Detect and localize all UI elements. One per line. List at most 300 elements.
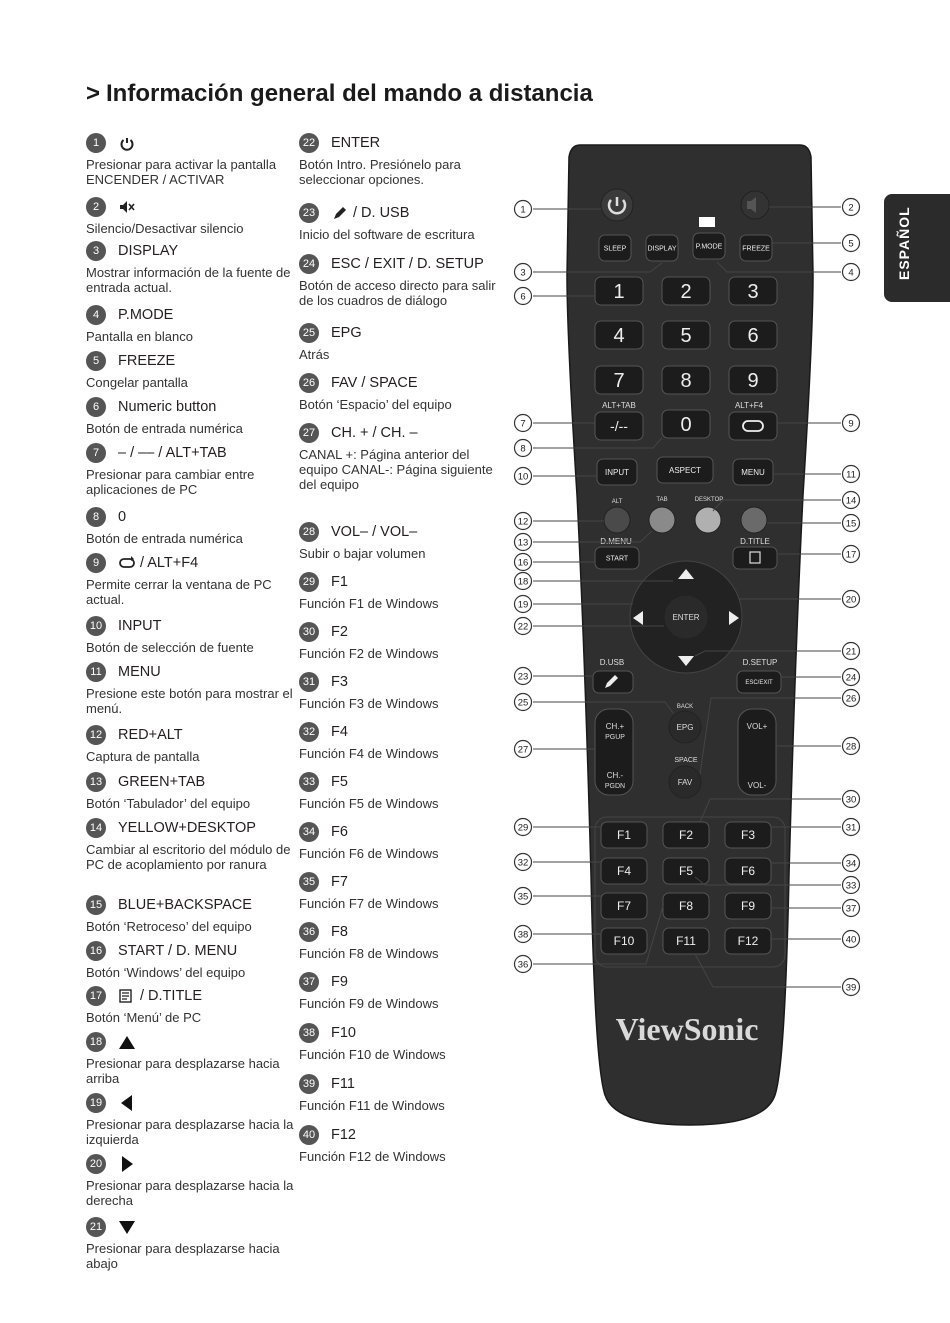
callout-number: 31 xyxy=(299,672,319,692)
key-description: Captura de pantalla xyxy=(86,749,200,764)
remote-key-entry-1 xyxy=(86,132,296,187)
remote-key-entry-13 xyxy=(86,771,296,811)
aspect-button-label: ASPECT xyxy=(668,465,702,475)
remote-key-entry-31 xyxy=(299,671,509,711)
callout-number: 12 xyxy=(86,725,106,745)
key-label-text: F10 xyxy=(331,1025,356,1041)
callout-marker-27 xyxy=(515,741,532,758)
f3-button-label: F3 xyxy=(740,828,756,843)
f6-button[interactable] xyxy=(725,858,771,884)
callout-marker-1 xyxy=(515,201,532,218)
f11-button-label: F11 xyxy=(676,934,696,949)
remote-key-entry-4 xyxy=(86,304,296,344)
key-label xyxy=(331,874,348,890)
callout-marker-31 xyxy=(843,819,860,836)
red-alt-button[interactable] xyxy=(604,507,630,533)
f9-button[interactable] xyxy=(725,893,771,919)
callout-marker-22 xyxy=(515,618,532,635)
key-label-text: F7 xyxy=(331,874,348,890)
key-label-text: BLUE+BACKSPACE xyxy=(118,897,252,913)
callout-number: 29 xyxy=(299,572,319,592)
key-description: Botón ‘Espacio’ del equipo xyxy=(299,397,452,412)
arrow-right-icon xyxy=(118,1156,136,1172)
callout-number: 16 xyxy=(86,941,106,961)
key-label xyxy=(331,774,348,790)
f8-button[interactable] xyxy=(663,893,709,919)
key-label-text: 0 xyxy=(118,509,127,525)
numeric-button-3[interactable] xyxy=(729,277,777,305)
callout-number: 20 xyxy=(86,1154,106,1174)
callout-number: 13 xyxy=(86,772,106,792)
callout-marker-37 xyxy=(843,900,860,917)
callout-number: 40 xyxy=(845,934,857,946)
key-description: Función F6 de Windows xyxy=(299,846,439,861)
key-label xyxy=(118,988,202,1004)
pmode-button-label: P.MODE xyxy=(695,243,723,251)
callout-number: 2 xyxy=(86,197,106,217)
input-button-label: INPUT xyxy=(605,467,629,477)
key-description: Botón de entrada numérica xyxy=(86,421,243,436)
remote-key-entry-39 xyxy=(299,1073,509,1113)
key-label xyxy=(118,1034,140,1050)
f5-button-label: F5 xyxy=(678,864,694,879)
callout-marker-21 xyxy=(843,643,860,660)
callout-marker-9 xyxy=(843,415,860,432)
remote-key-entry-24 xyxy=(299,253,509,308)
callout-number: 39 xyxy=(845,982,857,994)
entry-header xyxy=(299,671,509,693)
key-label xyxy=(118,820,256,836)
key-label-text: START / D. MENU xyxy=(118,943,238,959)
entry-header xyxy=(299,1022,509,1044)
remote-key-entry-19 xyxy=(86,1092,296,1147)
key-label xyxy=(118,199,140,215)
numeric-button-3-label: 3 xyxy=(747,281,759,303)
key-label xyxy=(331,624,348,640)
key-label xyxy=(118,243,178,259)
callout-marker-28 xyxy=(843,738,860,755)
callout-number: 6 xyxy=(86,397,106,417)
key-description: Función F4 de Windows xyxy=(299,746,439,761)
key-description: Silencio/Desactivar silencio xyxy=(86,221,244,236)
numeric-button-9[interactable] xyxy=(729,366,777,394)
callout-number: 24 xyxy=(299,254,319,274)
key-description: Presionar para desplazarse hacia arriba xyxy=(86,1056,280,1086)
callout-marker-3 xyxy=(515,264,532,281)
key-label-text: YELLOW+DESKTOP xyxy=(118,820,256,836)
entry-header xyxy=(299,921,509,943)
callout-number: 22 xyxy=(299,133,319,153)
close-window-button[interactable] xyxy=(729,412,777,440)
remote-key-entry-12 xyxy=(86,724,296,764)
callout-marker-13 xyxy=(515,534,532,551)
callout-marker-32 xyxy=(515,854,532,871)
callout-marker-35 xyxy=(515,888,532,905)
key-description: Presionar para cambiar entre aplicaciones de PC xyxy=(86,467,255,497)
entry-header xyxy=(86,1216,296,1238)
key-label-text: F5 xyxy=(331,774,348,790)
numeric-button-2[interactable] xyxy=(662,277,710,305)
yellow-desktop-button[interactable] xyxy=(695,507,721,533)
dmenu-label: D.MENU xyxy=(600,537,632,546)
remote-key-entry-16 xyxy=(86,940,296,980)
f12-button-label: F12 xyxy=(737,934,759,949)
callout-number: 9 xyxy=(848,418,854,430)
pmode-button[interactable] xyxy=(693,233,725,259)
entry-header xyxy=(299,202,509,224)
remote-key-entry-8 xyxy=(86,506,296,546)
blue-backspace-button[interactable] xyxy=(741,507,767,533)
key-label-text: FAV / SPACE xyxy=(331,375,418,391)
numeric-button-5-label: 5 xyxy=(680,325,692,347)
key-label-text: EPG xyxy=(331,325,362,341)
remote-key-entry-7 xyxy=(86,442,296,497)
key-label-text: INPUT xyxy=(118,618,162,634)
remote-key-entry-29 xyxy=(299,571,509,611)
callout-number: 13 xyxy=(517,537,529,549)
callout-marker-40 xyxy=(843,931,860,948)
numeric-button-4[interactable] xyxy=(595,321,643,349)
key-description: Atrás xyxy=(299,347,330,362)
callout-marker-24 xyxy=(843,669,860,686)
callout-marker-18 xyxy=(515,573,532,590)
entry-header xyxy=(86,817,296,839)
callout-marker-19 xyxy=(515,596,532,613)
entry-header xyxy=(299,132,509,154)
callout-number: 23 xyxy=(299,203,319,223)
space-label: SPACE xyxy=(674,757,698,764)
entry-header xyxy=(86,894,296,916)
f5-button[interactable] xyxy=(663,858,709,884)
callout-number: 14 xyxy=(845,495,857,507)
key-label xyxy=(331,425,418,441)
remote-key-entry-2 xyxy=(86,196,296,236)
key-label xyxy=(331,924,348,940)
callout-number: 23 xyxy=(517,671,529,683)
callout-number: 25 xyxy=(299,323,319,343)
key-label xyxy=(331,574,348,590)
menu-button[interactable] xyxy=(733,459,773,485)
callout-marker-26 xyxy=(843,690,860,707)
entry-header xyxy=(86,396,296,418)
sleep-button[interactable] xyxy=(599,235,631,261)
key-label xyxy=(118,445,227,461)
dsetup-label: D.SETUP xyxy=(742,658,778,667)
f10-button[interactable] xyxy=(601,928,647,954)
callout-marker-33 xyxy=(843,877,860,894)
key-label xyxy=(331,824,348,840)
display-button-label: DISPLAY xyxy=(647,245,677,253)
callout-marker-16 xyxy=(515,554,532,571)
callout-number: 38 xyxy=(299,1023,319,1043)
callout-number: 34 xyxy=(299,822,319,842)
numeric-button-2-label: 2 xyxy=(680,281,692,303)
entry-header xyxy=(86,132,296,154)
entry-header xyxy=(86,615,296,637)
callout-number: 28 xyxy=(299,522,319,542)
remote-key-entry-40 xyxy=(299,1124,509,1164)
key-description: Inicio del software de escritura xyxy=(299,227,475,242)
numeric-button-8[interactable] xyxy=(662,366,710,394)
callout-number: 15 xyxy=(845,518,857,530)
volp-label: VOL+ xyxy=(746,722,768,731)
numeric-button-7-label: 7 xyxy=(613,370,625,392)
callout-number: 7 xyxy=(86,443,106,463)
key-label-text: / D. USB xyxy=(353,205,410,221)
callout-marker-2 xyxy=(843,199,860,216)
key-label xyxy=(331,135,380,151)
entry-header xyxy=(299,771,509,793)
entry-header xyxy=(86,985,296,1007)
callout-number: 37 xyxy=(299,972,319,992)
esc-exit-button[interactable] xyxy=(737,671,781,693)
key-label xyxy=(118,727,183,743)
key-label xyxy=(118,555,198,571)
start-button[interactable] xyxy=(595,547,639,569)
freeze-button-label: FREEZE xyxy=(742,245,770,253)
entry-header xyxy=(86,661,296,683)
power-icon xyxy=(118,135,136,151)
key-label xyxy=(331,724,348,740)
entry-header xyxy=(86,304,296,326)
menu-doc-icon xyxy=(118,988,136,1004)
key-description: Botón de entrada numérica xyxy=(86,531,243,546)
numeric-button-6[interactable] xyxy=(729,321,777,349)
f2-button[interactable] xyxy=(663,822,709,848)
remote-key-entry-23 xyxy=(299,202,509,242)
f11-button[interactable] xyxy=(663,928,709,954)
entry-header xyxy=(299,1124,509,1146)
f12-button[interactable] xyxy=(725,928,771,954)
key-description: Presione este botón para mostrar el menú. xyxy=(86,686,293,716)
entry-header xyxy=(86,506,296,528)
callout-number: 38 xyxy=(517,929,529,941)
f7-button-label: F7 xyxy=(616,899,632,914)
remote-key-entry-15 xyxy=(86,894,296,934)
entry-header xyxy=(299,372,509,394)
callout-number: 40 xyxy=(299,1125,319,1145)
heading-chevron: > xyxy=(86,80,101,107)
key-description: Presionar para activar la pantalla ENCENDER / ACTIVAR xyxy=(86,157,277,187)
callout-marker-4 xyxy=(843,264,860,281)
key-description: Función F10 de Windows xyxy=(299,1047,446,1062)
key-label xyxy=(118,1219,140,1235)
callout-marker-11 xyxy=(843,466,860,483)
remote-key-entry-22 xyxy=(299,132,509,187)
callout-number: 36 xyxy=(299,922,319,942)
callout-number: 8 xyxy=(86,507,106,527)
numeric-button-7[interactable] xyxy=(595,366,643,394)
callout-number: 20 xyxy=(845,594,857,606)
entry-header xyxy=(86,771,296,793)
dash-button-label: -/-- xyxy=(610,417,628,434)
remote-key-entry-3 xyxy=(86,240,296,295)
mute-icon xyxy=(118,199,136,215)
callout-number: 4 xyxy=(848,267,854,279)
numeric-button-6-label: 6 xyxy=(747,325,759,347)
callout-number: 29 xyxy=(517,822,529,834)
f4-button[interactable] xyxy=(601,858,647,884)
sleep-button-label: SLEEP xyxy=(603,245,627,253)
pen-icon xyxy=(331,205,349,221)
aspect-button[interactable] xyxy=(657,457,713,483)
entry-header xyxy=(86,196,296,218)
callout-number: 15 xyxy=(86,895,106,915)
callout-number: 26 xyxy=(845,693,857,705)
remote-key-entry-33 xyxy=(299,771,509,811)
key-description: Cambiar al escritorio del módulo de PC de acoplamiento por ranura xyxy=(86,842,291,872)
key-label-text: F8 xyxy=(331,924,348,940)
key-description: Función F7 de Windows xyxy=(299,896,439,911)
remote-key-entry-25 xyxy=(299,322,509,362)
remote-key-entry-36 xyxy=(299,921,509,961)
freeze-button[interactable] xyxy=(740,235,772,261)
key-description: Presionar para desplazarse hacia la derecha xyxy=(86,1178,294,1208)
callout-number: 3 xyxy=(86,241,106,261)
numeric-button-1[interactable] xyxy=(595,277,643,305)
numeric-button-8-label: 8 xyxy=(680,370,692,392)
key-label xyxy=(118,897,252,913)
pgup-label: PGUP xyxy=(605,734,625,741)
callout-marker-10 xyxy=(515,468,532,485)
key-description: Botón ‘Windows’ del equipo xyxy=(86,965,246,980)
callout-marker-7 xyxy=(515,415,532,432)
callout-number: 35 xyxy=(517,891,529,903)
key-label-text: ENTER xyxy=(331,135,381,151)
callout-marker-36 xyxy=(515,956,532,973)
fav-label: FAV xyxy=(677,778,693,787)
numeric-button-1-label: 1 xyxy=(613,281,625,303)
remote-key-entry-34 xyxy=(299,821,509,861)
zero-button[interactable] xyxy=(662,410,710,438)
key-label-text: VOL– / VOL– xyxy=(331,524,418,540)
callout-number: 19 xyxy=(86,1093,106,1113)
entry-header xyxy=(86,552,296,574)
key-description: Permite cerrar la ventana de PC actual. xyxy=(86,577,272,607)
key-label-text: CH. + / CH. – xyxy=(331,425,418,441)
numeric-button-5[interactable] xyxy=(662,321,710,349)
entry-header xyxy=(299,871,509,893)
callout-marker-39 xyxy=(843,979,860,996)
callout-number: 26 xyxy=(299,373,319,393)
key-description: Función F8 de Windows xyxy=(299,946,439,961)
remote-key-entry-28 xyxy=(299,521,509,561)
key-label xyxy=(118,664,161,680)
callout-marker-34 xyxy=(843,855,860,872)
entry-header xyxy=(299,821,509,843)
callout-number: 28 xyxy=(845,741,857,753)
green-tab-button[interactable] xyxy=(649,507,675,533)
callout-number: 18 xyxy=(86,1032,106,1052)
key-description: Mostrar información de la fuente de entrada actual. xyxy=(86,265,291,295)
f6-button-label: F6 xyxy=(740,864,756,879)
f9-button-label: F9 xyxy=(740,899,756,914)
callout-marker-23 xyxy=(515,668,532,685)
key-description: Función F2 de Windows xyxy=(299,646,439,661)
key-label xyxy=(331,205,409,221)
key-label xyxy=(118,1095,140,1111)
callout-number: 4 xyxy=(86,305,106,325)
callout-number: 16 xyxy=(517,557,529,569)
f10-button-label: F10 xyxy=(613,934,635,949)
remote-key-entry-27 xyxy=(299,422,509,492)
entry-header xyxy=(299,571,509,593)
key-description: Botón ‘Retroceso’ del equipo xyxy=(86,919,252,934)
page-heading xyxy=(86,80,593,108)
enter-label: ENTER xyxy=(672,613,700,622)
start-button-label: START xyxy=(605,555,629,563)
callout-number: 9 xyxy=(86,553,106,573)
key-label-text: F9 xyxy=(331,974,348,990)
language-tab xyxy=(884,194,950,302)
remote-key-entry-17 xyxy=(86,985,296,1025)
remote-key-entry-14 xyxy=(86,817,296,872)
remote-key-entry-5 xyxy=(86,350,296,390)
esc-exit-button-label: ESC/EXIT xyxy=(745,680,773,687)
f1-button-label: F1 xyxy=(616,828,632,843)
callout-number: 21 xyxy=(845,646,857,658)
entry-header xyxy=(86,350,296,372)
remote-key-entry-18 xyxy=(86,1031,296,1086)
f7-button[interactable] xyxy=(601,893,647,919)
callout-number: 33 xyxy=(845,880,857,892)
remote-key-entry-6 xyxy=(86,396,296,436)
epg-label: EPG xyxy=(676,723,694,732)
key-label-text: ESC / EXIT / D. SETUP xyxy=(331,256,484,272)
volm-label: VOL- xyxy=(747,781,767,790)
key-description: Función F9 de Windows xyxy=(299,996,439,1011)
callout-number: 6 xyxy=(520,291,526,303)
f8-button-label: F8 xyxy=(678,899,694,914)
key-label xyxy=(331,1076,355,1092)
callout-number: 33 xyxy=(299,772,319,792)
key-label-text: GREEN+TAB xyxy=(118,774,206,790)
key-label-text: RED+ALT xyxy=(118,727,183,743)
callout-number: 5 xyxy=(848,238,854,250)
callout-number: 17 xyxy=(845,549,857,561)
key-label-text: P.MODE xyxy=(118,307,174,323)
key-label-text: / ALT+F4 xyxy=(140,555,199,571)
callout-marker-25 xyxy=(515,694,532,711)
key-label-text: FREEZE xyxy=(118,353,176,369)
remote-key-entry-11 xyxy=(86,661,296,716)
remote-key-entry-35 xyxy=(299,871,509,911)
numeric-button-4-label: 4 xyxy=(613,325,625,347)
callout-marker-12 xyxy=(515,513,532,530)
key-description: Función F5 de Windows xyxy=(299,796,439,811)
dtitle-label: D.TITLE xyxy=(740,537,770,546)
callout-number: 14 xyxy=(86,818,106,838)
callout-marker-15 xyxy=(843,515,860,532)
callout-number: 34 xyxy=(845,858,857,870)
entry-header xyxy=(299,521,509,543)
remote-key-entry-20 xyxy=(86,1153,296,1208)
f1-button[interactable] xyxy=(601,822,647,848)
f3-button[interactable] xyxy=(725,822,771,848)
dtitle-button[interactable] xyxy=(733,547,777,569)
callout-number: 1 xyxy=(520,204,526,216)
callout-marker-20 xyxy=(843,591,860,608)
entry-header xyxy=(299,621,509,643)
key-label xyxy=(118,399,216,415)
input-button[interactable] xyxy=(597,459,637,485)
entry-header xyxy=(86,1153,296,1175)
display-button[interactable] xyxy=(646,235,678,261)
dusb-label: D.USB xyxy=(599,658,625,667)
key-description: Función F12 de Windows xyxy=(299,1149,446,1164)
dash-button[interactable] xyxy=(595,412,643,440)
key-label-text: – / –– / ALT+TAB xyxy=(118,445,227,461)
